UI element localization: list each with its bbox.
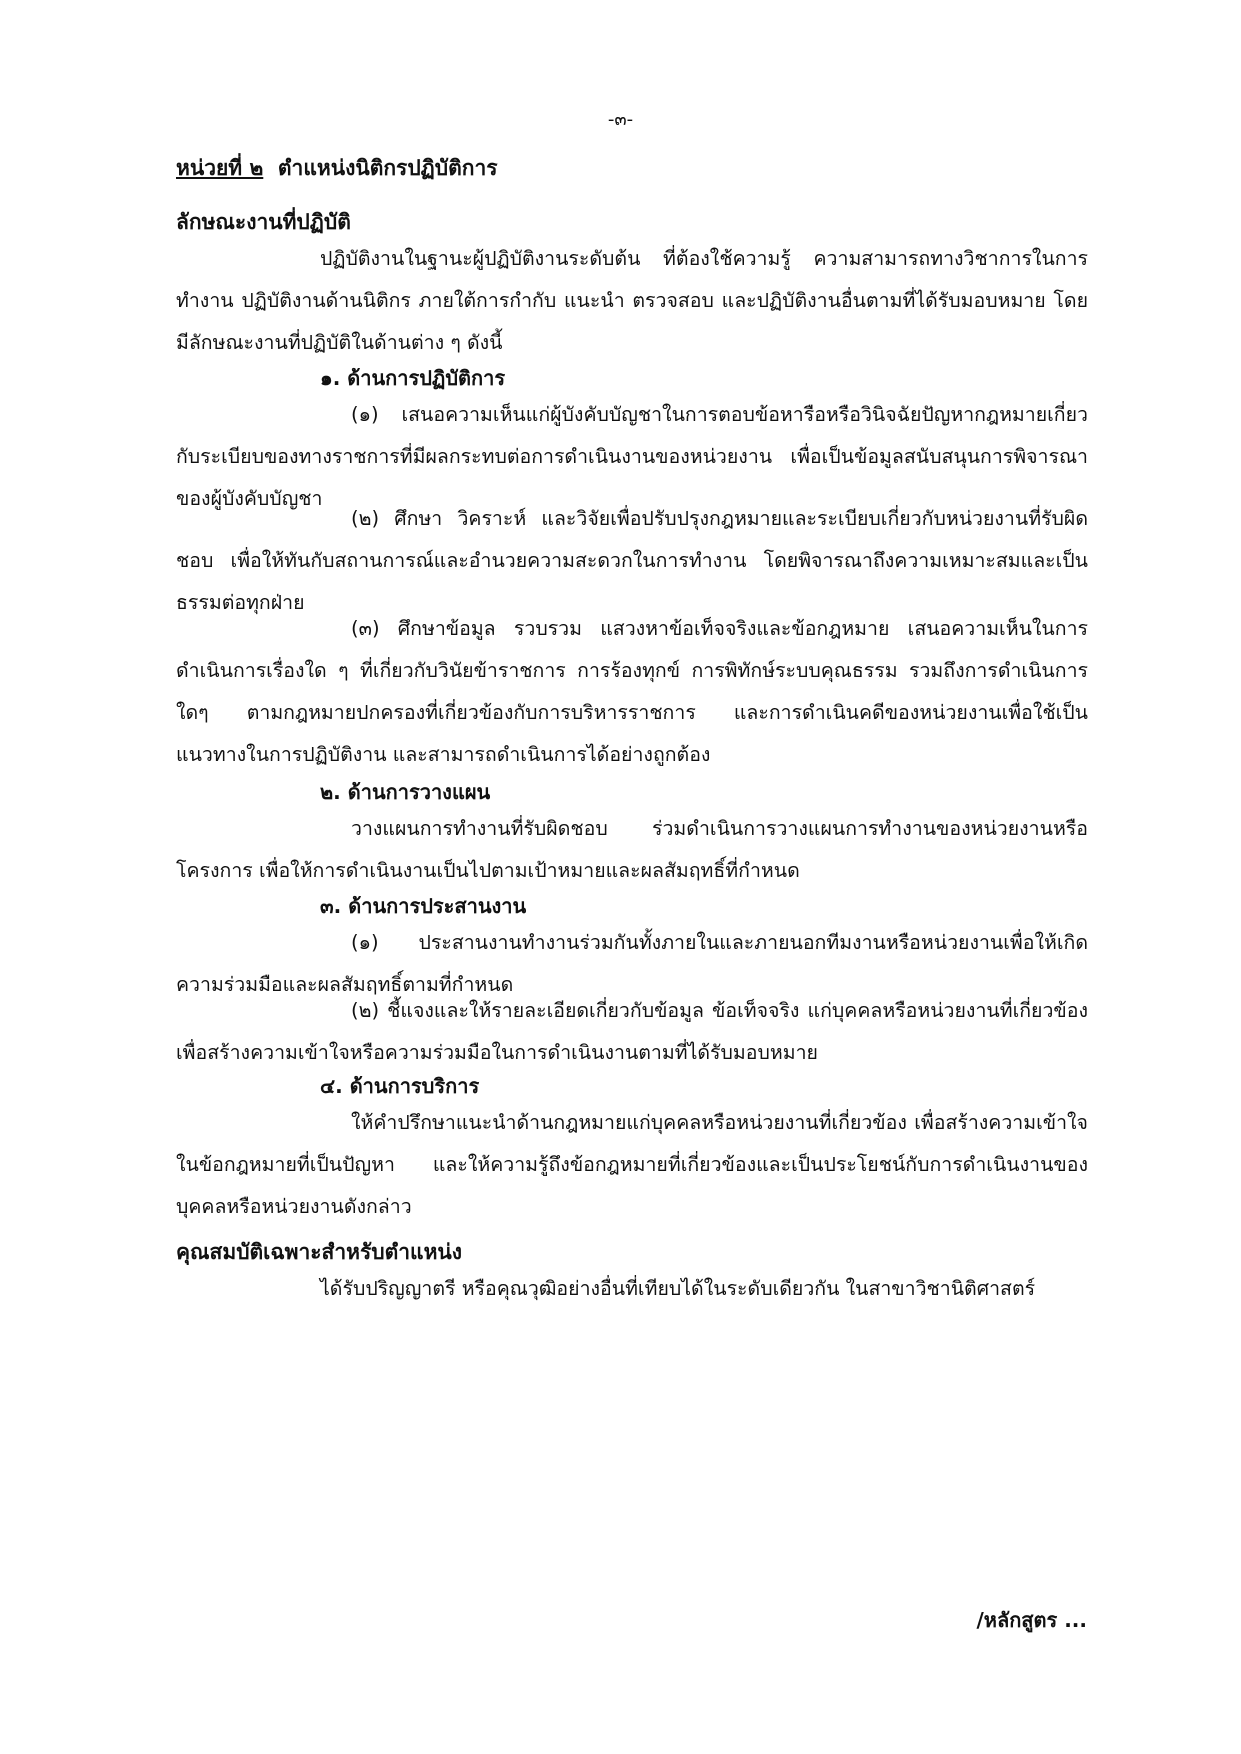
planning-text: วางแผนการทำงานที่รับผิดชอบ ร่วมดำเนินการวางแผนการทำงานของหน่วยงานหรือโครงการ เพื่อให้การดำเนินงานเป็นไปตามเป้าหมายและผลสัมฤทธิ์ที่กำหนด — [176, 817, 1088, 882]
footer-continuation: /หลักสูตร ... — [976, 1608, 1087, 1632]
unit-label: หน่วยที่ ๒ — [176, 156, 264, 180]
operations-item-1: (๑) เสนอความเห็นแก่ผู้บังคับบัญชาในการตอบข้อหารือหรือวินิจฉัยปัญหากฎหมายเกี่ยวกับระเบียบของทางราชการที่มีผลกระทบต่อการดำเนินงานของหน่วยงาน เพื่อเป็นข้อมูลสนับสนุนการพิจารณาของผู้บังคับบัญชา — [176, 403, 1088, 510]
service-heading: ๔. ด้านการบริการ — [320, 1074, 480, 1098]
coordination-item-1: (๑) ประสานงานทำงานร่วมกันทั้งภายในและภายนอกทีมงานหรือหน่วยงานเพื่อให้เกิดความร่วมมือและผลสัมฤทธิ์ตามที่กำหนด — [176, 931, 1088, 996]
job-description-heading: ลักษณะงานที่ปฏิบัติ — [176, 210, 351, 234]
job-description-intro: ปฏิบัติงานในฐานะผู้ปฏิบัติงานระดับต้น ที่ต้องใช้ความรู้ ความสามารถทางวิชาการในการทำงาน ปฏิบัติงานด้านนิติกร ภายใต้การกำกับ แนะนำ ตรวจสอบ และปฏิบัติงานอื่นตามที่ได้รับมอบหมาย โดยมีลักษณะงานที่ปฏิบัติในด้านต่าง ๆ ดังนี้ — [176, 247, 1088, 354]
unit-heading — [176, 152, 498, 185]
coordination-heading: ๓. ด้านการประสานงาน — [320, 894, 527, 918]
operations-heading: ๑. ด้านการปฏิบัติการ — [320, 366, 506, 390]
qualifications-heading: คุณสมบัติเฉพาะสำหรับตำแหน่ง — [176, 1240, 463, 1264]
service-text: ให้คำปรึกษาแนะนำด้านกฎหมายแก่บุคคลหรือหน่วยงานที่เกี่ยวข้อง เพื่อสร้างความเข้าใจในข้อกฎหมายที่เป็นปัญหา และให้ความรู้ถึงข้อกฎหมายที่เกี่ยวข้องและเป็นประโยชน์กับการดำเนินงานของบุคคลหรือหน่วยงานดังกล่าว — [176, 1111, 1088, 1218]
qualifications-text: ได้รับปริญญาตรี หรือคุณวุฒิอย่างอื่นที่เทียบได้ในระดับเดียวกัน ในสาขาวิชานิติศาสตร์ — [320, 1277, 1036, 1300]
unit-title: ตำแหน่งนิติกรปฏิบัติการ — [277, 156, 498, 180]
planning-heading: ๒. ด้านการวางแผน — [320, 780, 491, 804]
page-number: -๓- — [607, 109, 634, 130]
operations-item-2: (๒) ศึกษา วิคราะห์ และวิจัยเพื่อปรับปรุงกฎหมายและระเบียบเกี่ยวกับหน่วยงานที่รับผิดชอบ เพื่อให้ทันกับสถานการณ์และอำนวยความสะดวกในการทำงาน โดยพิจารณาถึงความเหมาะสมและเป็นธรรมต่อทุกฝ่าย — [176, 507, 1088, 614]
coordination-item-2: (๒) ชี้แจงและให้รายละเอียดเกี่ยวกับข้อมูล ข้อเท็จจริง แก่บุคคลหรือหน่วยงานที่เกี่ยวข้อง เพื่อสร้างความเข้าใจหรือความร่วมมือในการดำเนินงานตามที่ได้รับมอบหมาย — [176, 999, 1088, 1064]
operations-item-3: (๓) ศึกษาข้อมูล รวบรวม แสวงหาข้อเท็จจริงและข้อกฎหมาย เสนอความเห็นในการดำเนินการเรื่องใด ๆ ที่เกี่ยวกับวินัยข้าราชการ การร้องทุกข์ การพิทักษ์ระบบคุณธรรม รวมถึงการดำเนินการใดๆ ตามกฎหมายปกครองที่เกี่ยวข้องกับการบริหารราชการ และการดำเนินคดีของหน่วยงานเพื่อใช้เป็นแนวทางในการปฏิบัติงาน และสามารถดำเนินการได้อย่างถูกต้อง — [176, 617, 1088, 766]
